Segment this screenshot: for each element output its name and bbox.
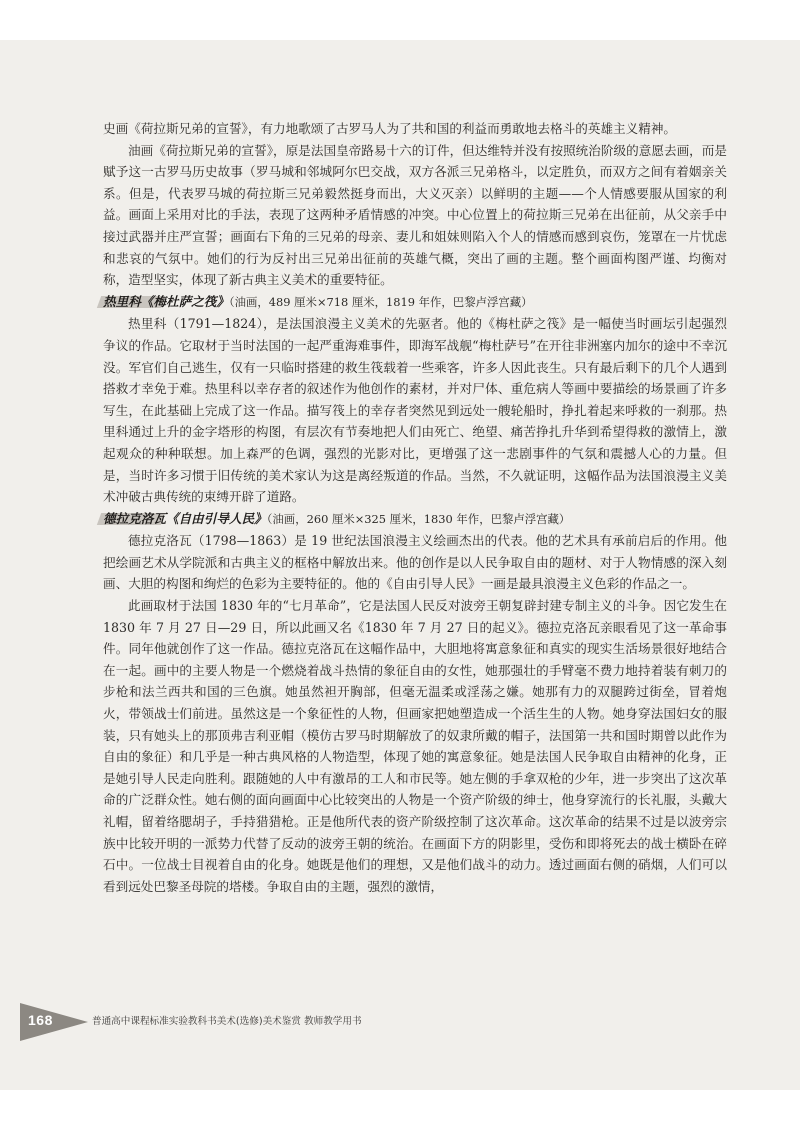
paragraph-july-revolution: 此画取材于法国 1830 年的“七月革命”，它是法国人民反对波旁王朝复辟封建专制主义的斗争。因它发生在 1830 年 7 月 27 日—29 日，所以此画又名《1830 年 7 月 27 日的起义》。德拉克洛瓦亲眼看见了这一革命事件。同年他就创作了这一作品。德拉克洛瓦在这幅作品中，大胆地将寓意象征和真实的现实生活场景很好地结合在一起。画中的主要人物是一个燃烧着战斗热情的象征自由的女性，她那强壮的手臂毫不费力地持着装有刺刀的步枪和法兰西共和国的三色旗。她虽然袒开胸部，但毫无温柔或淫荡之嫌。她那有力的双腿跨过街垒，冒着炮火，带领战士们前进。虽然这是一个象征性的人物，但画家把她塑造成一个活生生的人物。她身穿法国妇女的服装，只有她头上的那顶弗吉利亚帽（模仿古罗马时期解放了的奴隶所戴的帽子，法国第一共和国时期曾以此作为自由的象征）和几乎是一种古典风格的人物造型，体现了她的寓意象征。她是法国人民争取自由精神的化身，正是她引导人民走向胜利。跟随她的人中有激昂的工人和市民等。她左侧的手拿双枪的少年，进一步突出了这次革命的广泛群众性。她右侧的面向画面中心比较突出的人物是一个资产阶级的绅士，他身穿流行的长礼服，头戴大礼帽，留着络腮胡子，手持猎猎枪。正是他所代表的资产阶级控制了这次革命。这次革命的结果不过是以波旁宗族中比较开明的一派势力代替了反动的波旁王朝的统治。在画面下方的阴影里，受伤和即将死去的战士横卧在碎石中。一位战士目视着自由的化身。她既是他们的理想，又是他们战斗的动力。透过画面右侧的硝烟，人们可以看到远处巴黎圣母院的塔楼。争取自由的主题，强烈的激情， (103, 598, 727, 894)
page-content (103, 118, 727, 897)
paragraph-delacroix: 德拉克洛瓦（1798—1863）是 19 世纪法国浪漫主义绘画杰出的代表。他的艺术具有承前启后的作用。他把绘画艺术从学院派和古典主义的框格中解放出来。他的创作是以人民争取自由的题材、对于人物情感的深入刻画、大胆的构图和绚烂的色彩为主要特征的。他的《自由引导人民》一画是最具浪漫主义色彩的作品之一。 (103, 533, 727, 592)
section-meta-liberty: （油画，260 厘米×325 厘米，1830 年作，巴黎卢浮宫藏） (266, 511, 571, 526)
footer-book-title: 普通高中课程标准实验教科书美术(选修)美术鉴赏 教师教学用书 (92, 1016, 362, 1027)
page-footer (20, 1003, 760, 1043)
document-page (0, 40, 800, 1090)
section-meta-medusa: （油画，489 厘米×718 厘米，1819 年作，巴黎卢浮宫藏） (228, 294, 533, 309)
section-heading-liberty (103, 508, 727, 531)
paragraph-gericault: 热里科（1791—1824），是法国浪漫主义美术的先驱者。他的《梅杜萨之筏》是一幅使当时画坛引起强烈争议的作品。它取材于当时法国的一起严重海难事件，即海军战舰“梅杜萨号”在开往非洲塞内加尔的途中不幸沉没。军官们自己逃生，仅有一只临时搭建的救生筏载着一些乘客，许多人因此丧生。只有最后剩下的几个人遇到搭救才幸免于难。热里科以幸存者的叙述作为他创作的素材，并对尸体、重危病人等画中要描绘的场景画了许多写生，在此基础上完成了这一作品。描写筏上的幸存者突然见到远处一艘轮船时，挣扎着起来呼救的一刹那。热里科通过上升的金字塔形的构图，有层次有节奏地把人们由死亡、绝望、痛苦挣扎升华到希望得救的激情上，激起观众的种种联想。加上森严的色调，强烈的光影对比，更增强了这一悲剧事件的气氛和震撼人心的力量。但是，当时许多习惯于旧传统的美术家认为这是离经叛道的作品。当然，不久就证明，这幅作品为法国浪漫主义美术冲破古典传统的束缚开辟了道路。 (103, 316, 727, 505)
section-title-medusa: 热里科《梅杜萨之筏》 (103, 293, 229, 309)
section-heading-medusa (103, 291, 727, 314)
paragraph-horatii-conclusion: 史画《荷拉斯兄弟的宣誓》，有力地歌颂了古罗马人为了共和国的利益而勇敢地去格斗的英雄主义精神。 (103, 121, 677, 136)
page-number: 168 (28, 1012, 53, 1028)
section-title-liberty: 德拉克洛瓦《自由引导人民》 (103, 510, 267, 526)
paragraph-oath-of-horatii: 油画《荷拉斯兄弟的宣誓》，原是法国皇帝路易十六的订件，但达维特并没有按照统治阶级的意愿去画，而是赋予这一古罗马历史故事（罗马城和邻城阿尔巴交战，双方各派三兄弟格斗，以定胜负，而双方之间有着姻亲关系。但是，代表罗马城的荷拉斯三兄弟毅然挺身而出，大义灭亲）以鲜明的主题——个人情感要服从国家的利益。画面上采用对比的手法，表现了这两种矛盾情感的冲突。中心位置上的荷拉斯三兄弟在出征前，从父亲手中接过武器并庄严宣誓；画面右下角的三兄弟的母亲、妻儿和姐妹则陷入个人的情感而感到哀伤，笼罩在一片忧虑和悲哀的气氛中。她们的行为反衬出三兄弟出征前的英雄气概，突出了画的主题。整个画面构图严谨、均衡对称，造型坚实，体现了新古典主义美术的重要特征。 (103, 142, 727, 288)
